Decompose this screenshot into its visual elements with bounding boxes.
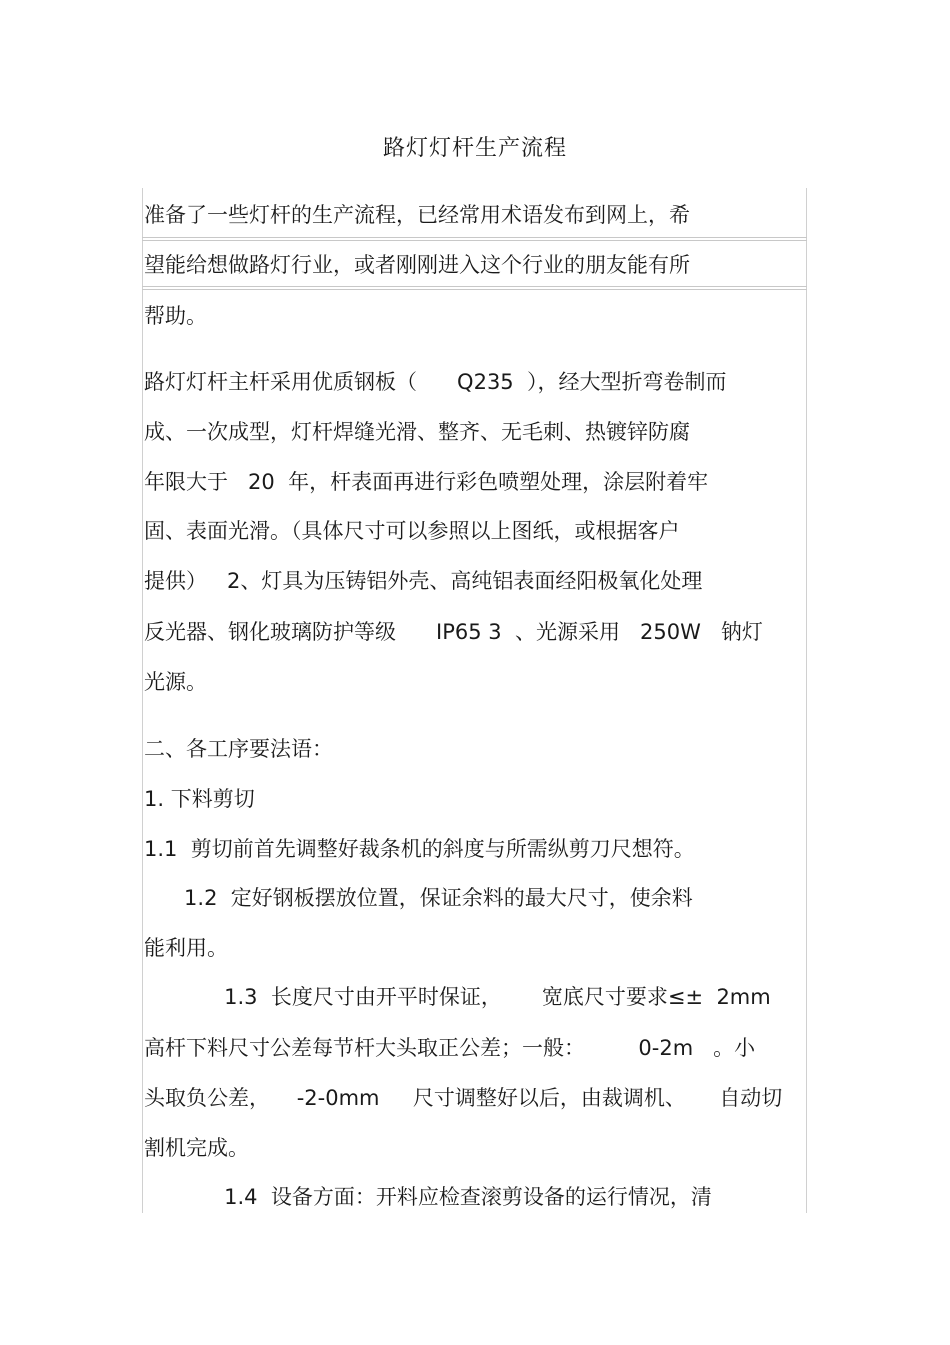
section-heading: 二、各工序要法语： [144,737,333,761]
paragraph-line: 成、一次成型，灯杆焊缝光滑、整齐、无毛刺、热镀锌防腐 [144,420,690,444]
document-title: 路灯灯杆生产流程 [382,136,567,161]
paragraph-line: 1.4 设备方面：开料应检查滚剪设备的运行情况，清 [144,1185,712,1209]
paragraph-line: 割机完成。 [144,1136,249,1160]
paragraph-line: 高杆下料尺寸公差每节杆大头取正公差；一般： 0-2m 。小 [144,1036,756,1060]
paragraph-line: 能利用。 [144,936,228,960]
divider-line [142,237,807,238]
paragraph-line: 固、表面光滑。（具体尺寸可以参照以上图纸，或根据客户 [144,519,680,543]
paragraph-line: 准备了一些灯杆的生产流程，已经常用术语发布到网上，希 [144,203,690,227]
paragraph-line: 望能给想做路灯行业，或者刚刚进入这个行业的朋友能有所 [144,253,690,277]
paragraph-line: 1.2 定好钢板摆放位置，保证余料的最大尺寸，使余料 [144,886,693,910]
paragraph-line: 头取负公差， -2-0mm 尺寸调整好以后，由裁调机、 自动切 [144,1086,783,1110]
divider-line [142,289,807,290]
page-frame-right [806,188,807,1213]
paragraph-line: 光源。 [144,670,207,694]
paragraph-line: 1.3 长度尺寸由开平时保证， 宽底尺寸要求≤± 2mm [144,985,771,1009]
divider-line [142,240,807,241]
paragraph-line: 路灯灯杆主杆采用优质钢板（ Q235 ），经大型折弯卷制而 [144,370,727,394]
paragraph-line: 反光器、钢化玻璃防护等级 IP65 3 、光源采用 250W 钠灯 [144,620,763,644]
divider-line [142,286,807,287]
paragraph-line: 提供） 2、灯具为压铸铝外壳、高纯铝表面经阳极氧化处理 [144,569,703,593]
paragraph-line: 1.1 剪切前首先调整好裁条机的斜度与所需纵剪刀尺想符。 [144,837,695,861]
subsection-heading: 1. 下料剪切 [144,787,255,811]
page-frame-left [142,188,143,1213]
paragraph-line: 年限大于 20 年，杆表面再进行彩色喷塑处理，涂层附着牢 [144,470,709,494]
paragraph-line: 帮助。 [144,304,207,328]
